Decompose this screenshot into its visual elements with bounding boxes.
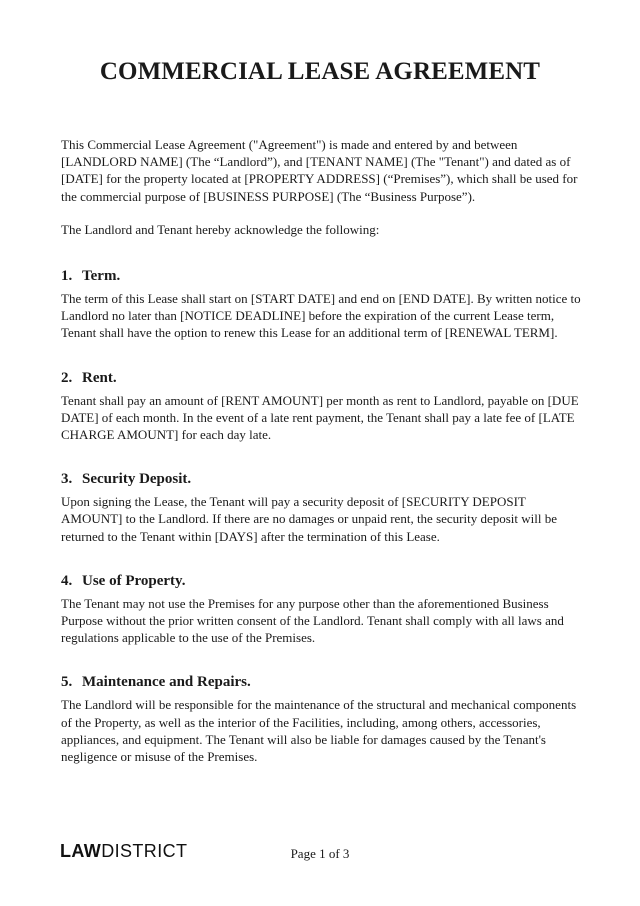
section-number: 3. <box>61 471 73 488</box>
section-text: Tenant shall pay an amount of [RENT AMOUNT] per month as rent to Landlord, payable on [DUE DATE] of each month. In the event of a late rent payment, the Tenant shall pay a late fee of [LATE CHARGE AMOUNT] for each day late. <box>61 392 579 443</box>
page-number: Page 1 of 3 <box>290 846 350 861</box>
section-title: Term. <box>82 268 121 285</box>
section-heading <box>61 369 585 387</box>
section-term <box>61 267 585 342</box>
section-use-of-property <box>61 572 585 647</box>
section-title: Maintenance and Repairs. <box>82 674 251 691</box>
section-title: Rent. <box>82 369 117 386</box>
document-title: COMMERCIAL LEASE AGREEMENT <box>99 58 541 85</box>
section-number: 1. <box>61 268 73 285</box>
intro-paragraph: This Commercial Lease Agreement ("Agreement") is made and entered by and between [LANDLORD NAME] (The “Landlord”), and [TENANT NAME] (The "Tenant") and dated as of [DATE] for the property located at [PROPERTY ADDRESS] (“Premises”), which shall be used for the commercial purpose of [BUSINESS PURPOSE] (The “Business Purpose”). <box>61 137 578 204</box>
acknowledgement-paragraph: The Landlord and Tenant hereby acknowledge the following: <box>61 221 380 237</box>
section-title: Security Deposit. <box>82 471 192 488</box>
section-heading <box>61 470 585 488</box>
section-heading <box>61 267 585 285</box>
section-text: The Tenant may not use the Premises for any purpose other than the aforementioned Business Purpose without the prior written consent of the Landlord. Tenant shall comply with all laws and regulations applicable to the use of the Premises. <box>61 595 564 646</box>
section-text: The Landlord will be responsible for the maintenance of the structural and mechanical components of the Property, as well as the interior of the Facilities, including, among others, accessories, appliances, and equipment. The Tenant will also be liable for damages caused by the Tenant's negligence or misuse of the Premises. <box>61 697 577 765</box>
section-heading <box>61 572 585 590</box>
document-body <box>61 136 585 792</box>
section-title: Use of Property. <box>82 572 186 589</box>
section-maintenance-and-repairs <box>61 673 585 765</box>
section-security-deposit <box>61 470 585 545</box>
logo-light-text: DISTRICT <box>101 841 188 861</box>
section-number: 4. <box>61 572 73 589</box>
section-number: 5. <box>61 674 73 691</box>
section-number: 2. <box>61 369 73 386</box>
section-text: The term of this Lease shall start on [START DATE] and end on [END DATE]. By written notice to Landlord no later than [NOTICE DEADLINE] before the expiration of the current Lease term, Tenant shall have the option to renew this Lease for an additional term of [RENEWAL TERM]. <box>61 291 581 341</box>
section-text: Upon signing the Lease, the Tenant will pay a security deposit of [SECURITY DEPOSIT AMOUNT] to the Landlord. If there are no damages or unpaid rent, the security deposit will be returned to the Tenant within [DAYS] after the termination of this Lease. <box>61 494 558 544</box>
section-heading <box>61 673 585 691</box>
section-rent <box>61 369 585 444</box>
logo-bold-text: LAW <box>60 841 102 861</box>
